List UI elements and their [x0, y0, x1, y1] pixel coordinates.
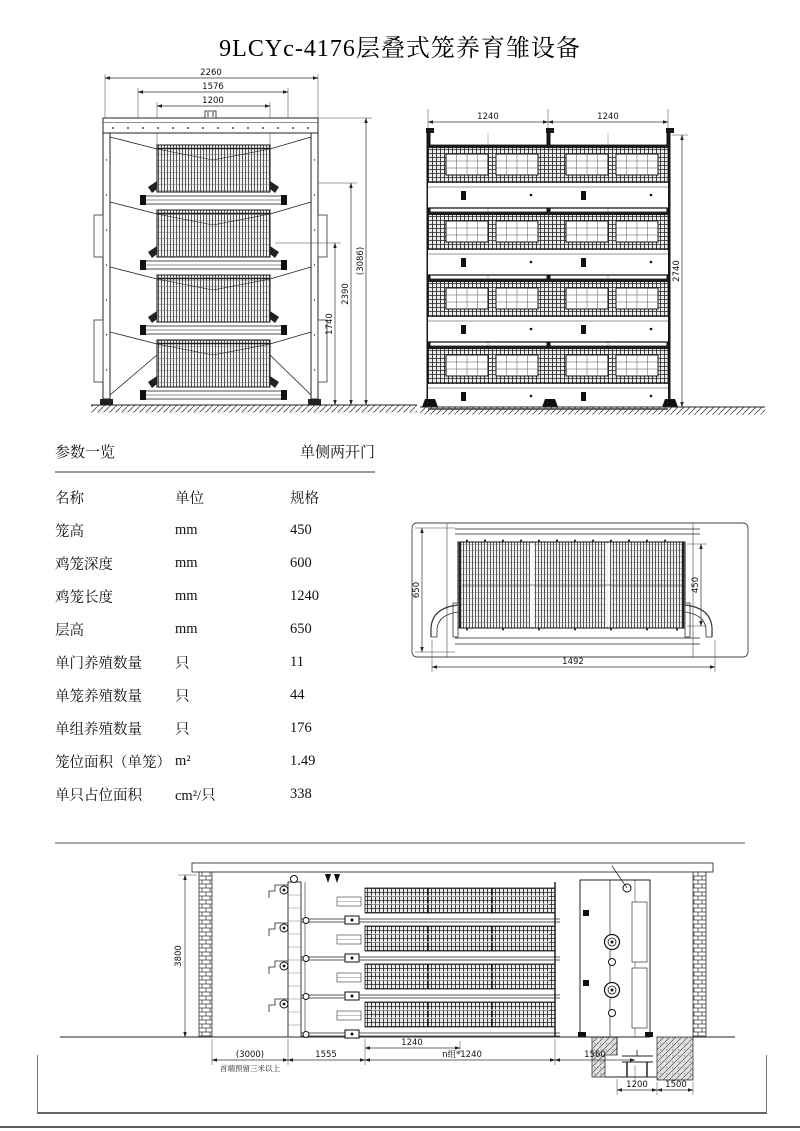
front-view-top-dims	[428, 109, 668, 131]
dim-n-groups: n组*1240	[442, 1050, 482, 1060]
col-unit: 单位	[175, 491, 204, 507]
row-value: 1240	[290, 588, 319, 604]
manure-pit	[592, 1037, 693, 1080]
row-value: 44	[290, 687, 305, 703]
dim-bay-left: 1240	[477, 112, 499, 122]
top-center-fitting	[205, 111, 216, 118]
dim-1555: 1555	[315, 1050, 337, 1060]
row-unit: mm	[175, 522, 198, 538]
row-unit: cm²/只	[175, 788, 216, 804]
table-row	[55, 679, 375, 712]
cage-battery	[269, 866, 653, 1038]
row-name: 单组养殖数量	[55, 722, 142, 738]
row-value: 1.49	[290, 753, 316, 769]
row-name: 层高	[55, 623, 84, 639]
row-unit: mm	[175, 588, 198, 604]
row-name: 笼高	[55, 524, 84, 540]
dim-1560: 1560	[584, 1050, 606, 1060]
elevation-height-dim	[174, 875, 197, 1037]
row-unit: 只	[175, 722, 190, 738]
row-value: 176	[290, 720, 312, 736]
table-row	[55, 778, 375, 811]
table-row	[55, 745, 375, 778]
window-bottom-edge	[0, 1126, 800, 1128]
end-view-top-dims	[105, 68, 318, 147]
dim-bay-right: 1240	[597, 112, 619, 122]
end-view-drawing	[85, 65, 420, 425]
table-row	[55, 547, 375, 580]
front-view-height-dim	[672, 135, 688, 407]
ground-hatch-right	[420, 407, 765, 415]
dim-height-1740: 1740	[325, 313, 335, 335]
row-unit: mm	[175, 621, 198, 637]
dim-overall-width: 2260	[200, 68, 222, 78]
row-value: 650	[290, 621, 312, 637]
ceiling-beam	[192, 863, 713, 872]
row-name: 单门养殖数量	[55, 656, 142, 672]
dim-cage-width: 1200	[202, 96, 224, 106]
dim-width-1492: 1492	[562, 657, 584, 667]
row-value: 600	[290, 555, 312, 571]
dim-frame-width: 1576	[202, 82, 224, 92]
dim-pit-1200: 1200	[626, 1080, 648, 1090]
section-subtitle: 单侧两开门	[299, 445, 375, 461]
table-row	[55, 712, 375, 745]
dim-cage-height-450: 450	[691, 576, 701, 594]
pit-dims	[617, 1079, 693, 1095]
table-row	[55, 514, 375, 547]
page-title: 9LCYc-4176层叠式笼养育雏设备	[219, 36, 581, 62]
parameters-table	[55, 441, 375, 811]
front-view-drawing	[420, 95, 765, 425]
row-value: 11	[290, 654, 304, 670]
dim-aisle-3000: (3000)	[235, 1050, 265, 1060]
plan-mesh-panel	[458, 540, 685, 631]
parameters-header	[55, 441, 375, 473]
dim-1240: 1240	[401, 1038, 423, 1048]
ground-hatch-left	[91, 405, 417, 413]
row-unit: 只	[175, 689, 190, 705]
row-unit: mm	[175, 555, 198, 571]
aisle-note: 首端预留三米以上	[220, 1064, 280, 1073]
row-value: 338	[290, 786, 312, 802]
row-name: 笼位面积（单笼）	[55, 755, 171, 771]
row-name: 鸡笼长度	[55, 590, 113, 606]
dim-height-2390: 2390	[341, 283, 351, 305]
left-wall	[199, 872, 212, 1037]
dim-room-height: 3800	[174, 945, 184, 967]
section-divider	[55, 842, 745, 844]
drive-end-frame	[555, 866, 653, 1037]
right-wall	[693, 872, 706, 1037]
row-name: 鸡笼深度	[55, 557, 113, 573]
pit-conveyor	[622, 1050, 653, 1077]
row-value: 450	[290, 522, 312, 538]
row-name: 单笼养殖数量	[55, 689, 142, 705]
col-name: 名称	[55, 491, 84, 507]
section-title: 参数一览	[55, 445, 116, 461]
end-view-structure	[94, 111, 327, 405]
dim-total-height: 2740	[672, 260, 682, 282]
row-unit: 只	[175, 656, 190, 672]
dim-pit-1500: 1500	[665, 1080, 687, 1090]
table-row	[55, 613, 375, 646]
plan-view-drawing	[405, 515, 755, 680]
row-unit: m²	[175, 753, 191, 769]
dim-depth-650: 650	[412, 581, 422, 599]
table-row	[55, 580, 375, 613]
col-spec: 规格	[290, 491, 319, 507]
elevation-bottom-dims	[212, 1038, 635, 1082]
table-header-row	[55, 481, 375, 514]
dim-height-3086: (3086)	[356, 246, 366, 276]
row-name: 单只占位面积	[55, 788, 142, 804]
table-row	[55, 646, 375, 679]
parameters-rows	[55, 481, 375, 811]
installation-elevation-drawing	[35, 850, 765, 1112]
